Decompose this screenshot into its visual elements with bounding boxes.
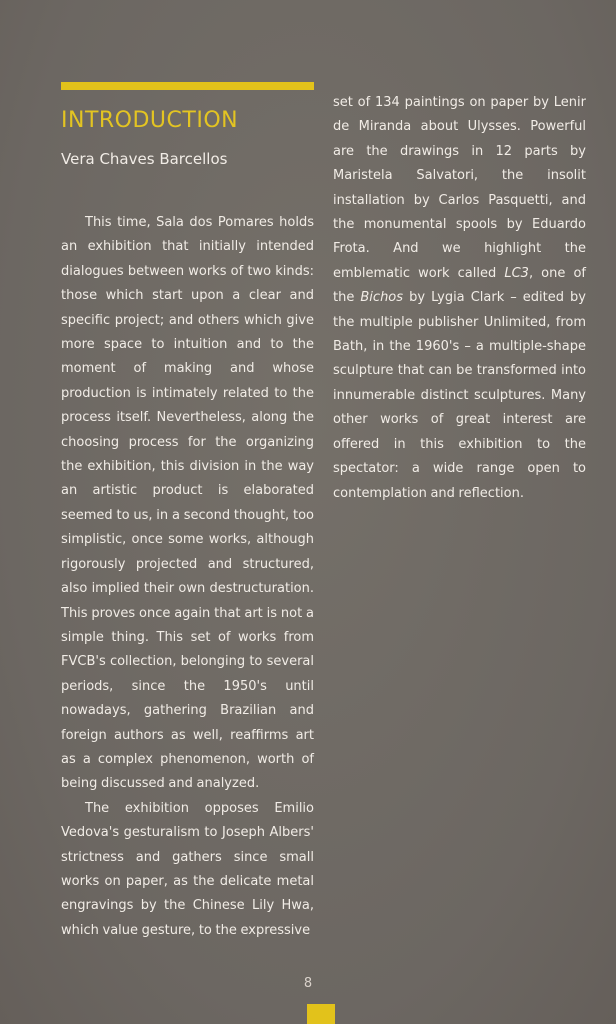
paragraph-3-part-a: set of 134 paintings on paper by Lenir de Miranda about Ulysses. Powerful are the drawings in 12 parts by Maristela Salvatori, the insolit installation by Carlos Pasquetti, and the monumental spools by Eduardo Frota. And we highlight the emblematic work called <box>333 95 586 281</box>
page-number: 8 <box>303 976 313 991</box>
paragraph-1: This time, Sala dos Pomares holds an exhibition that initially intended dialogues between works of two kinds: those which start upon a clear and specific project; and others which give more space to intuition and to the moment of making and whose production is intimately related to the process itself. Nevertheless, along the choosing process for the organizing the exhibition, this division in the way an artistic product is elaborated seemed to us, in a second thought, too simplistic, once some works, although rigorously projected and structured, also implied their own destructuration. This proves once again that art is not a simple thing. This set of works from FVCB's collection, belonging to several periods, since the 1950's until nowadays, gathering Brazilian and foreign authors as well, reaffirms art as a complex phenomenon, worth of being discussed and analyzed. <box>61 215 314 792</box>
work-title-lc3: LC3 <box>504 265 529 281</box>
paragraph-2: The exhibition opposes Emilio Vedova's gesturalism to Joseph Albers' strictness and gathers since small works on paper, as the delicate metal engravings by the Chinese Lily Hwa, which value gesture, to the expressive <box>61 800 314 938</box>
section-title: INTRODUCTION <box>61 108 239 133</box>
author-name: Vera Chaves Barcellos <box>61 150 228 168</box>
paragraph-3-part-b: , one of the <box>333 265 587 306</box>
text-column-right <box>333 91 586 506</box>
text-column-left <box>61 211 314 943</box>
page-marker <box>307 1004 335 1024</box>
paragraph-3-part-c: by Lygia Clark – edited by the multiple publisher Unlimited, from Bath, in the 1960's – a multiple-shape sculpture that can be transformed into innumerable distinct sculptures. Many other works of great interest are offered in this exhibition to the spectator: a wide range open to contemplation and reflection. <box>333 290 587 501</box>
paragraph-3 <box>333 91 586 506</box>
work-title-bichos: Bichos <box>360 290 404 306</box>
title-rule <box>61 82 314 90</box>
